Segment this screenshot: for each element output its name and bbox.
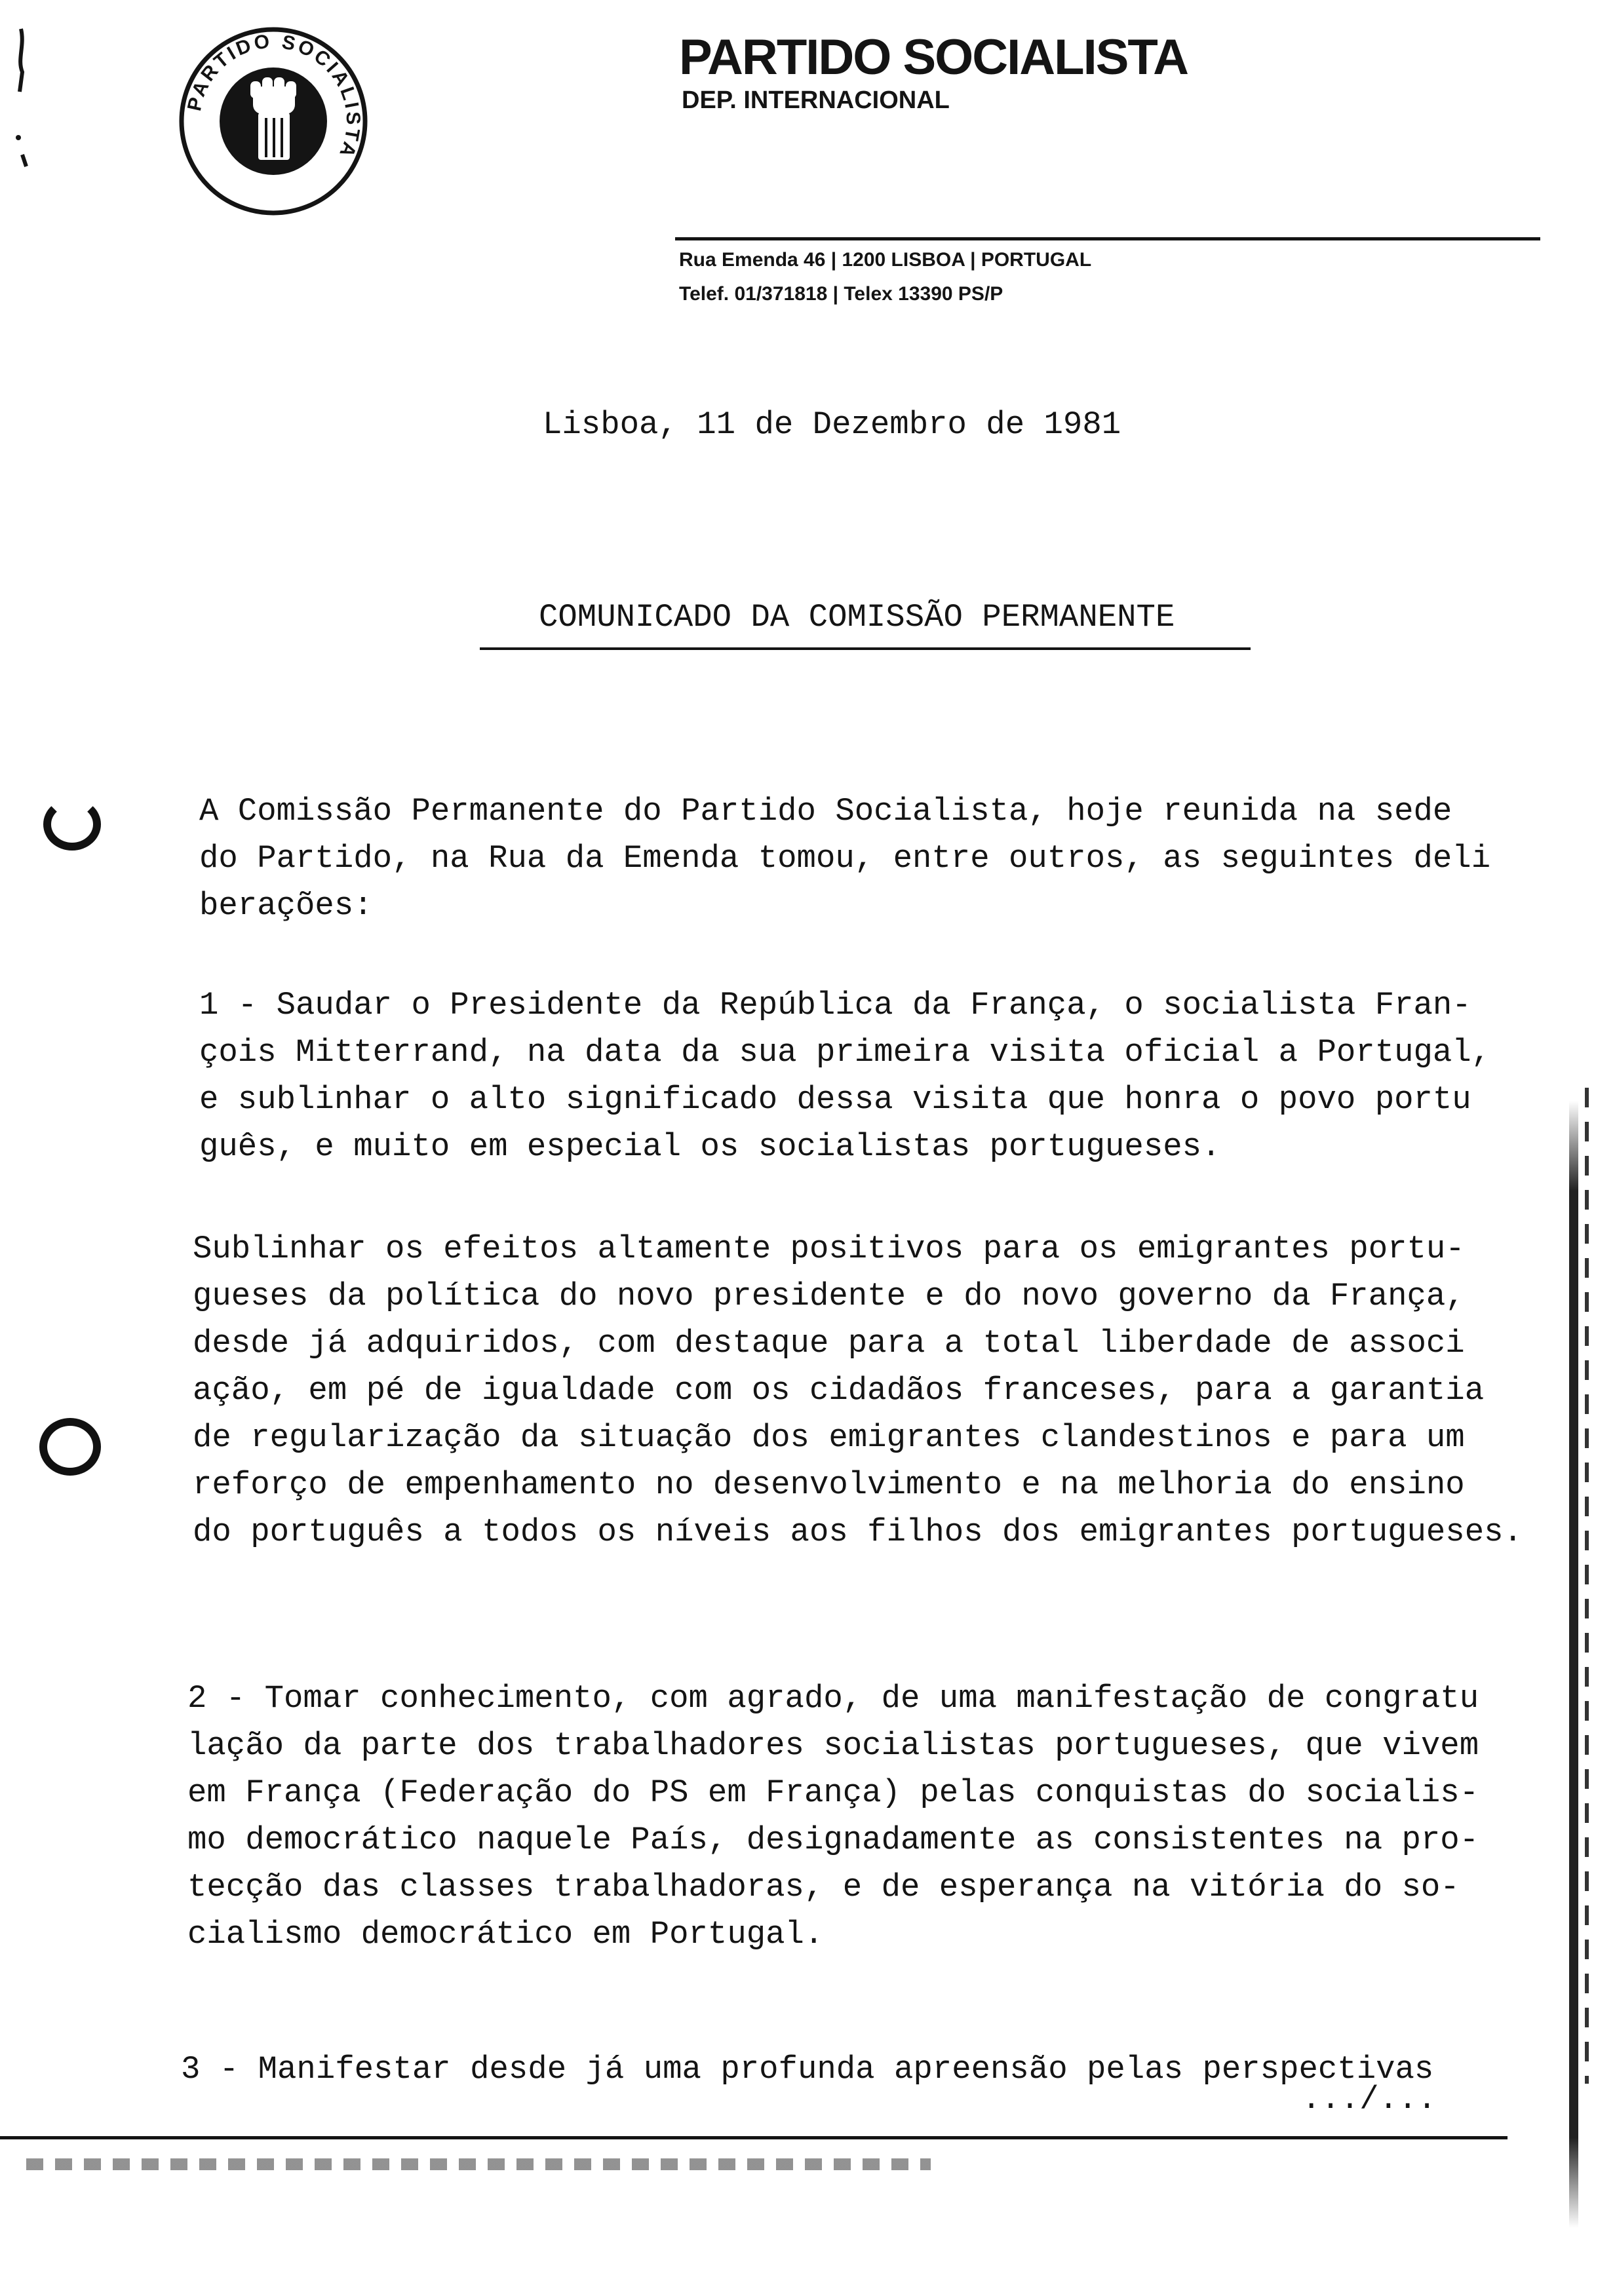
punch-hole-mark [43,798,101,851]
binding-edge-marks [1585,1088,1589,2084]
organization-name: PARTIDO SOCIALISTA [679,29,1188,85]
document-title: COMUNICADO DA COMISSÃO PERMANENTE [539,599,1175,636]
margin-ink-mark [12,26,31,170]
item-1-continuation-paragraph: Sublinhar os efeitos altamente positivos para os emigrantes portu- gueses da política do novo presidente e do novo governo da França, desde já adquiridos, com destaque para a total liberdade de associ ação, em pé de igualdade com os cidadãos franceses, para a garantia de regularização da situação dos emigrantes clandestinos e para um reforço de empenhamento no desenvolvimento e na melhoria do ensino do português a todos os níveis aos filhos dos emigrantes portugueses. [193,1231,1523,1550]
footer-faded-letterhead [26,2158,931,2170]
logo-text: PARTIDO SOCIALISTA [184,30,364,163]
party-logo-emblem [178,26,368,216]
letterhead-divider [675,237,1540,240]
item-1-paragraph: 1 - Saudar o Presidente da República da França, o socialista Fran- çois Mitterrand, na data da sua primeira visita oficial a Portugal, e sublinhar o alto significado dessa visita que honra o povo portu guês, e muito em especial os socialistas portugueses. [199,987,1491,1165]
date-line: Lisboa, 11 de Dezembro de 1981 [543,406,1121,443]
binding-edge-shadow [1569,1101,1578,2228]
address-line: Rua Emenda 46 | 1200 LISBOA | PORTUGAL [679,249,1092,271]
title-underline [480,647,1251,650]
continuation-mark: .../... [1302,2081,1437,2118]
footer-divider [0,2136,1508,2139]
intro-paragraph: A Comissão Permanente do Partido Socialista, hoje reunida na sede do Partido, na Rua da Emenda tomou, entre outros, as seguintes deli berações: [199,793,1491,924]
item-2-paragraph: 2 - Tomar conhecimento, com agrado, de uma manifestação de congratu lação da parte dos trabalhadores socialistas portugueses, que vivem em França (Federação do PS em França) pelas conquistas do socialis- mo democrático naquele País, designadamente as consistentes na pro- tecção das classes trabalhadoras, e de esperança na vitória do so- cialismo democrático em Portugal. [187,1680,1479,1953]
item-3-paragraph: 3 - Manifestar desde já uma profunda apreensão pelas perspectivas [181,2051,1434,2088]
department-name: DEP. INTERNACIONAL [682,86,950,114]
punch-hole-mark [39,1418,101,1476]
contact-line: Telef. 01/371818 | Telex 13390 PS/P [679,283,1003,305]
